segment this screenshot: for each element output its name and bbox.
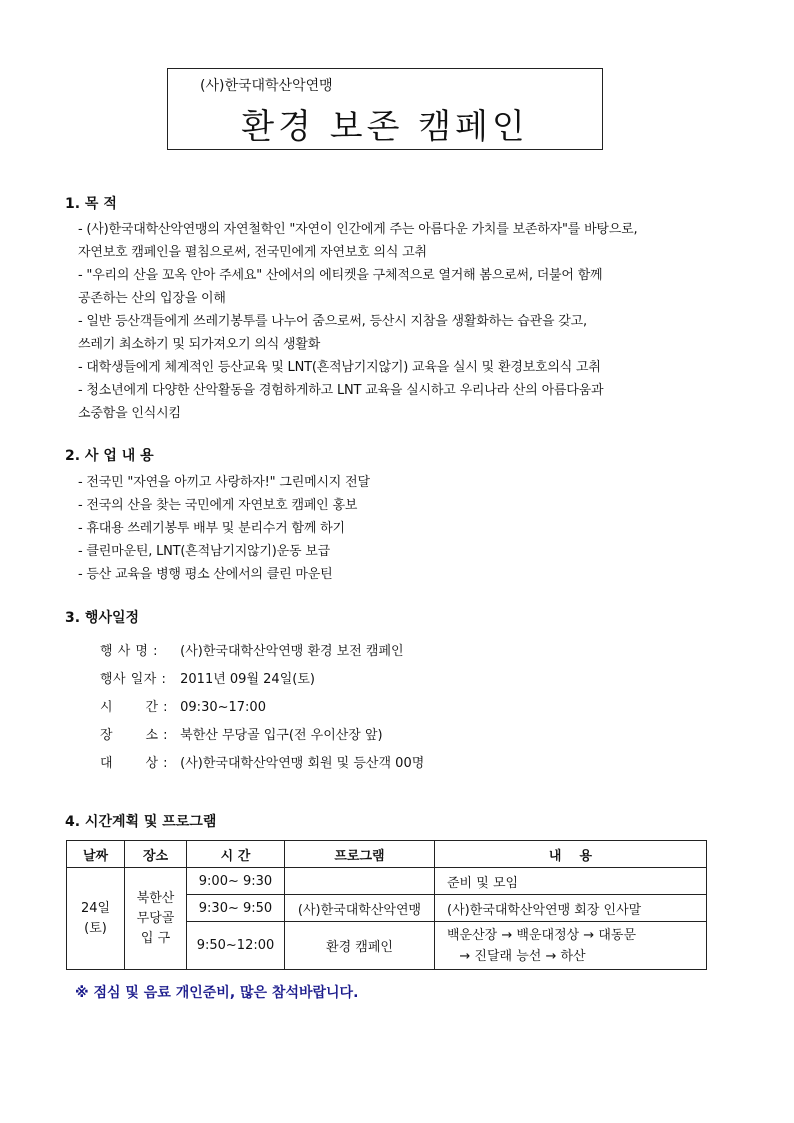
date-day: 24일 — [80, 900, 111, 916]
purpose-line: - (사)한국대학산악연맹의 자연철학인 "자연이 인간에게 주는 아름다운 가치를 보존하자"를 바탕으로, — [78, 222, 638, 237]
content-cell — [435, 922, 707, 970]
schedule-value: 09:30~17:00 — [180, 700, 266, 715]
business-line: - 등산 교육을 병행 평소 산에서의 클린 마운틴 — [78, 567, 333, 582]
purpose-line: 소중함을 인식시킴 — [78, 406, 181, 421]
schedule-row — [100, 696, 266, 715]
schedule-label: 시 간 : — [100, 700, 169, 715]
schedule-label: 행사 일자 : — [100, 672, 167, 687]
table-row — [67, 868, 707, 895]
header-place: 장소 — [125, 841, 187, 868]
notice-text: ※ 점심 및 음료 개인준비, 많은 참석바랍니다. — [75, 985, 359, 1001]
header-time: 시 간 — [187, 841, 285, 868]
time-cell: 9:30~ 9:50 — [187, 895, 285, 922]
purpose-line: - 대학생들에게 체계적인 등산교육 및 LNT(흔적남기지않기) 교육을 실시 및 환경보호의식 고취 — [78, 360, 601, 375]
header-content: 내 용 — [435, 841, 707, 868]
document-title: 환경 보존 캠페인 — [241, 107, 529, 147]
purpose-line: 쓰레기 최소하기 및 되가져오기 의식 생활화 — [78, 337, 321, 352]
purpose-line: 자연보호 캠페인을 펼침으로써, 전국민에게 자연보호 의식 고취 — [78, 245, 427, 260]
place-line: 입 구 — [140, 930, 171, 946]
business-line: - 휴대용 쓰레기봉투 배부 및 분리수거 함께 하기 — [78, 521, 345, 536]
schedule-label: 대 상 : — [100, 756, 169, 771]
schedule-label: 행 사 명 : — [100, 644, 158, 659]
program-cell: 환경 캠페인 — [285, 922, 435, 970]
schedule-label: 장 소 : — [100, 728, 169, 743]
schedule-value: (사)한국대학산악연맹 환경 보전 캠페인 — [180, 644, 404, 659]
content-cell: 준비 및 모임 — [435, 868, 707, 895]
date-cell — [67, 868, 125, 970]
content-line: 백운산장 → 백운대정상 → 대동문 — [447, 927, 637, 943]
purpose-line: - "우리의 산을 꼬옥 안아 주세요" 산에서의 에티켓을 구체적으로 열거해 봄으로써, 더불어 함께 — [78, 268, 603, 283]
schedule-value: 2011년 09월 24일(토) — [180, 672, 315, 687]
schedule-value: 북한산 무당골 입구(전 우이산장 앞) — [180, 728, 383, 743]
schedule-row — [100, 724, 383, 743]
content-line: → 진달래 능선 → 하산 — [447, 948, 586, 964]
header-date: 날짜 — [67, 841, 125, 868]
business-line: - 전국민 "자연을 아끼고 사랑하자!" 그린메시지 전달 — [78, 475, 370, 490]
section-program-title: 4. 시간계획 및 프로그램 — [65, 814, 217, 830]
place-cell — [125, 868, 187, 970]
place-line: 무당골 — [136, 910, 175, 926]
program-cell — [285, 868, 435, 895]
schedule-row — [100, 668, 315, 687]
purpose-line: - 청소년에게 다양한 산악활동을 경험하게하고 LNT 교육을 실시하고 우리나라 산의 아름다움과 — [78, 383, 604, 398]
business-line: - 전국의 산을 찾는 국민에게 자연보호 캠페인 홍보 — [78, 498, 358, 513]
purpose-line: - 일반 등산객들에게 쓰레기봉투를 나누어 줌으로써, 등산시 지참을 생활화하는 습관을 갖고, — [78, 314, 587, 329]
schedule-row — [100, 640, 404, 659]
business-line: - 클린마운틴, LNT(흔적남기지않기)운동 보급 — [78, 544, 331, 559]
section-business-title: 2. 사 업 내 용 — [65, 448, 154, 464]
title-box — [167, 68, 603, 150]
program-cell: (사)한국대학산악연맹 — [285, 895, 435, 922]
time-cell: 9:50~12:00 — [187, 922, 285, 970]
section-schedule-title: 3. 행사일정 — [65, 610, 140, 626]
section-purpose-title: 1. 목 적 — [65, 196, 117, 212]
content-cell: (사)한국대학산악연맹 회장 인사말 — [435, 895, 707, 922]
schedule-value: (사)한국대학산악연맹 회원 및 등산객 00명 — [180, 756, 425, 771]
header-program: 프로그램 — [285, 841, 435, 868]
date-weekday: (토) — [84, 920, 107, 936]
program-table — [66, 840, 707, 970]
time-cell: 9:00~ 9:30 — [187, 868, 285, 895]
purpose-line: 공존하는 산의 입장을 이해 — [78, 291, 226, 306]
schedule-row — [100, 752, 424, 771]
place-line: 북한산 — [136, 890, 175, 906]
organization-name: (사)한국대학산악연맹 — [200, 78, 333, 94]
table-header-row — [67, 841, 707, 868]
